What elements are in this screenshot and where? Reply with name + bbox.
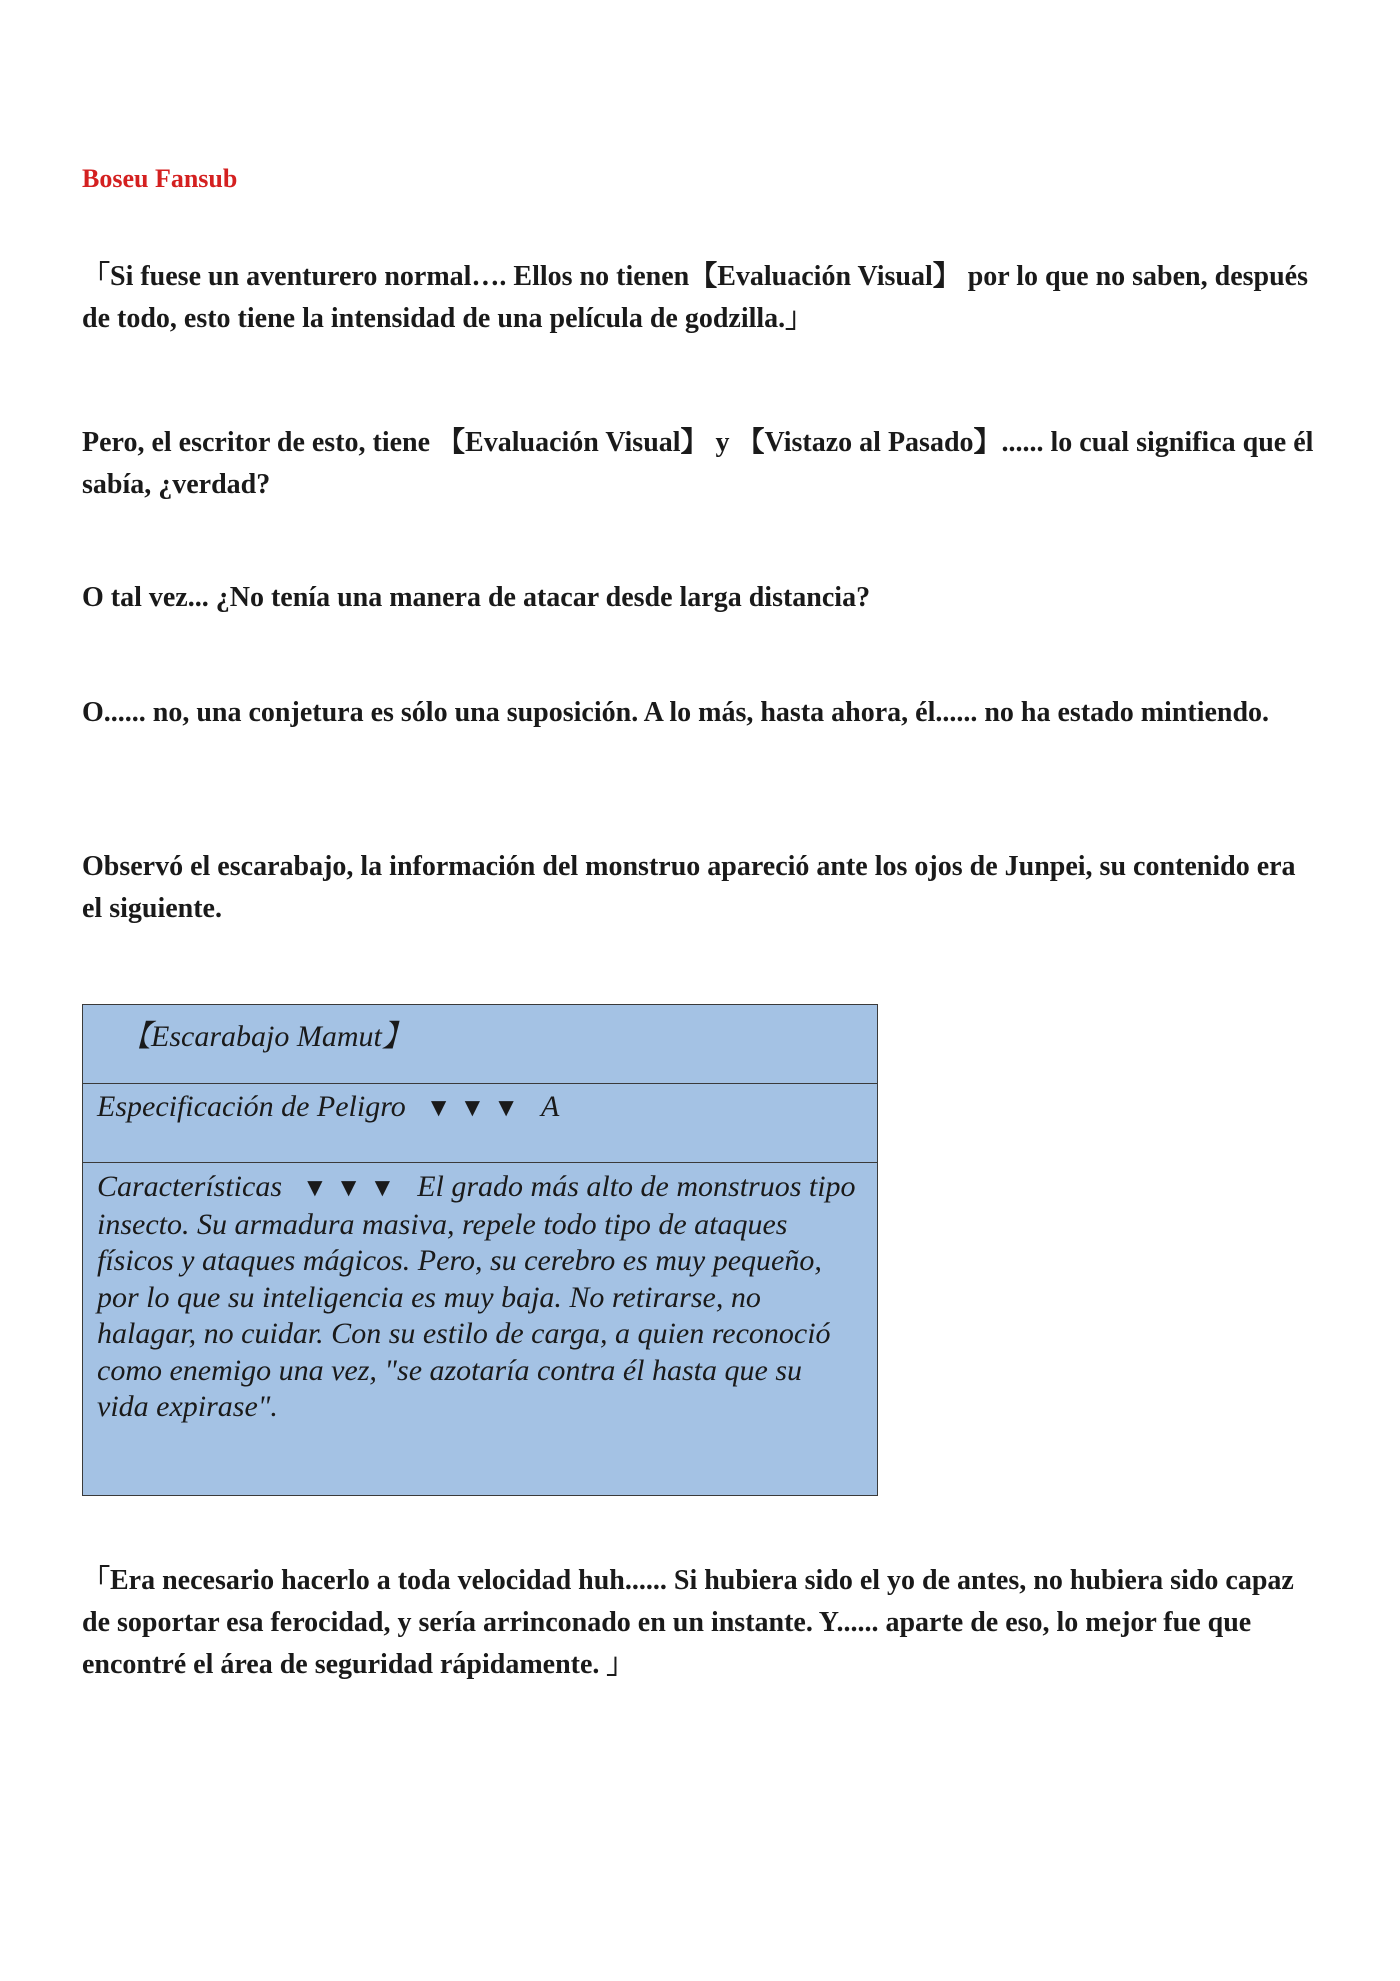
fansub-credit: Boseu Fansub xyxy=(82,164,238,193)
paragraph-2: Pero, el escritor de esto, tiene 【Evaluación Visual】 y 【Vistazo al Pasado】...... lo cual significa que él sabía, ¿verdad? xyxy=(82,427,1314,500)
paragraph-5: Observó el escarabajo, la información del monstruo apareció ante los ojos de Junpei, su contenido era el siguiente. xyxy=(82,851,1296,924)
danger-arrows: ▼▼▼ xyxy=(425,1093,527,1122)
traits-row xyxy=(83,1163,877,1495)
monster-name-row xyxy=(83,1005,877,1084)
traits-text: El grado más alto de monstruos tipo insecto. Su armadura masiva, repele todo tipo de ataques físicos y ataques mágicos. Pero, su cerebro es muy pequeño, por lo que su inteligencia es muy baja. No retirarse, no halagar, no cuidar. Con su estilo de carga, a quien reconoció como enemigo una vez, "se azotaría contra él hasta que su vida expirase". xyxy=(97,1170,856,1423)
monster-name: 【Escarabajo Mamut】 xyxy=(121,1020,412,1053)
paragraph-1: 「Si fuese un aventurero normal…. Ellos no tienen【Evaluación Visual】 por lo que no saben, después de todo, esto tiene la intensidad de una película de godzilla.」 xyxy=(82,261,1308,334)
danger-spec-row xyxy=(83,1084,877,1163)
traits-label: Características xyxy=(97,1170,282,1203)
danger-label: Especificación de Peligro xyxy=(97,1090,406,1123)
paragraph-3: O tal vez... ¿No tenía una manera de atacar desde larga distancia? xyxy=(82,582,871,613)
traits-arrows: ▼▼▼ xyxy=(302,1173,404,1202)
paragraph-4: O...... no, una conjetura es sólo una suposición. A lo más, hasta ahora, él...... no ha estado mintiendo. xyxy=(82,697,1270,728)
paragraph-6: 「Era necesario hacerlo a toda velocidad huh...... Si hubiera sido el yo de antes, no hubiera sido capaz de soportar esa ferocidad, y sería arrinconado en un instante. Y...... aparte de eso, lo mejor fue que encontré el área de seguridad rápidamente. 」 xyxy=(82,1565,1294,1680)
monster-info-box xyxy=(82,1004,878,1496)
danger-grade: A xyxy=(541,1090,560,1123)
